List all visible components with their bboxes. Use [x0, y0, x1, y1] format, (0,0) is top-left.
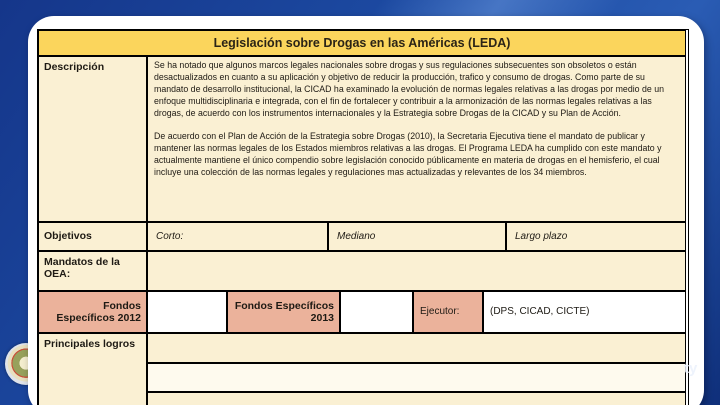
fondos-2013-value-cell: [340, 291, 413, 333]
page-title: Legislación sobre Drogas en las Américas (LEDA): [38, 30, 686, 56]
objetivos-largo-plazo-cell: Largo plazo: [506, 222, 686, 251]
row-label-objetivos: Objetivos: [38, 222, 147, 251]
descripcion-paragraph-2: De acuerdo con el Plan de Acción de la Estrategia sobre Drogas (2010), la Secretaria Ejecutiva tiene el mandato de publicar y mantener las normas legales de los Estados miembros relativas a las drogas. El Programa LEDA ha cumplido con este mandato y actualmente mantiene el único compendio sobre legislación conocido públicamente en materia de drogas en el hemisferio, el cual incluye una colección de las normas legales y regulaciones mas actualizadas y relevantes de los 34 miembros.: [154, 130, 662, 177]
fondos-especificos-2012-label: Fondos Específicos 2012: [38, 291, 147, 333]
fondos-2012-value-cell: [147, 291, 227, 333]
descripcion-text-cell: [147, 56, 686, 222]
row-label-mandatos-oea: Mandatos de la OEA:: [38, 251, 147, 291]
logros-entry-row-2: [147, 363, 686, 392]
objetivos-mediano-cell: Mediano: [328, 222, 506, 251]
ejecutor-value-cell: (DPS, CICAD, CICTE): [483, 291, 686, 333]
fondos-especificos-2013-label: Fondos Específicos 2013: [227, 291, 340, 333]
descripcion-paragraph-1: Se ha notado que algunos marcos legales nacionales sobre drogas y sus regulaciones subsecuentes son obsoletos o están desactualizados en cuanto a su aplicación y objetivo de reducir la producción, trafico y consumo de drogas. Como parte de su mandato de desarrollo institucional, la CICAD ha examinado la evolución de normas legales relativas a las drogas por medio de un enfoque multidisciplinaria e integrada, con el fin de fortalecer y contribuir a la armonización de las normas legales relativas a las drogas, de acuerdo con los instrumentos internacionales y la Estrategia sobre Drogas de la CICAD y su Plan de Acción.: [154, 60, 665, 118]
edge-text-fragment: ty: [684, 360, 698, 377]
mandatos-value-cell: [147, 251, 686, 291]
row-label-principales-logros: Principales logros: [38, 333, 147, 405]
logros-entry-row-3: [147, 392, 686, 405]
row-label-descripcion: Descripción: [38, 56, 147, 222]
logros-entry-row-1: [147, 333, 686, 363]
ejecutor-label: Ejecutor:: [413, 291, 483, 333]
objetivos-corto-cell: Corto:: [147, 222, 328, 251]
